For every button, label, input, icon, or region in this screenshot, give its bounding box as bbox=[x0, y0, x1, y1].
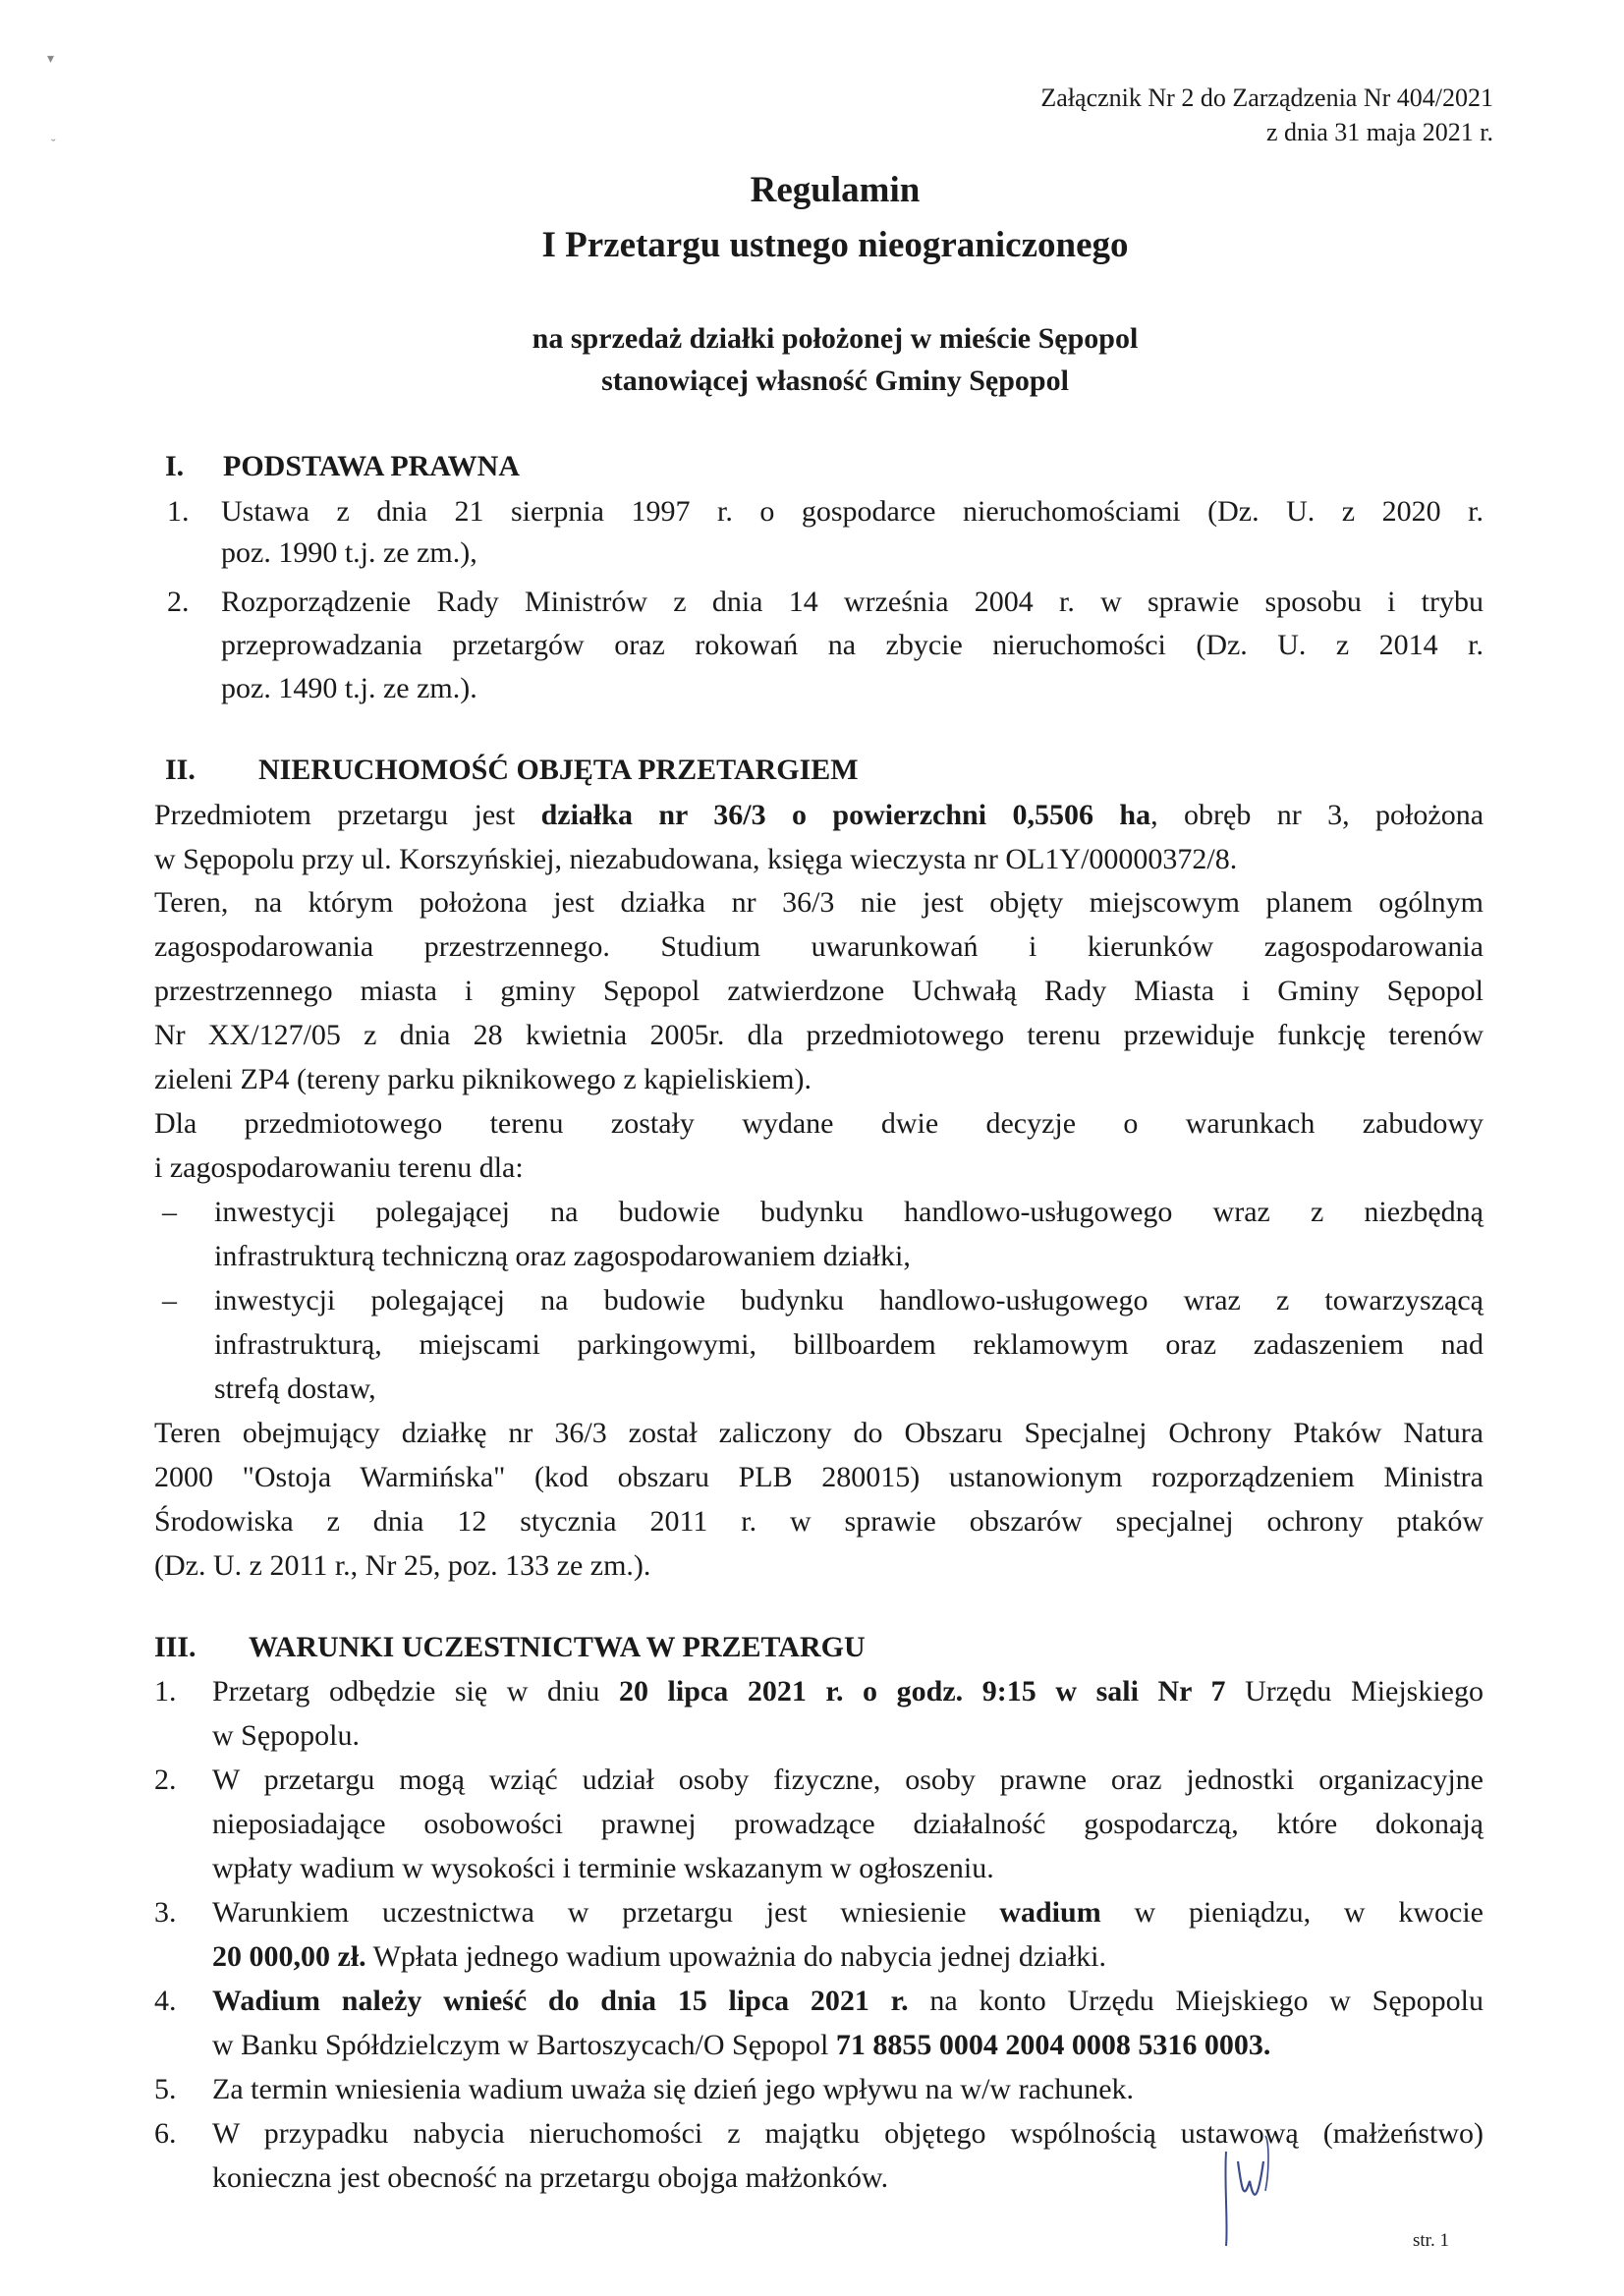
list-item-text: w Sępopolu. bbox=[212, 1719, 360, 1752]
list-item-text: Ustawa z dnia 21 sierpnia 1997 r. o gospodarce nieruchomościami (Dz. U. z 2020 r. bbox=[221, 495, 1484, 528]
list-item-text: W przypadku nabycia nieruchomości z majątku objętego wspólnością ustawową (małżeństwo) bbox=[212, 2117, 1484, 2150]
text-run: Wpłata jednego wadium upoważnia do nabycia jednej działki. bbox=[365, 1940, 1107, 1973]
text-run-bold: 71 8855 0004 2004 0008 5316 0003. bbox=[835, 2029, 1271, 2061]
text-run-bold: działka nr 36/3 bbox=[540, 799, 766, 831]
list-item-text: Rozporządzenie Rady Ministrów z dnia 14 września 2004 r. w sprawie sposobu i trybu bbox=[221, 586, 1484, 618]
doc-subtitle-2: stanowiącej własność Gminy Sępopol bbox=[601, 364, 1069, 397]
paragraph-line: przestrzennego miasta i gminy Sępopol zatwierdzone Uchwałą Rady Miasta i Gminy Sępopol bbox=[154, 975, 1484, 1007]
list-item-text: W przetargu mogą wziąć udział osoby fizyczne, osoby prawne oraz jednostki organizacyjne bbox=[212, 1764, 1484, 1796]
list-item-text bbox=[212, 2026, 1484, 2065]
text-run-bold: 20 lipca 2021 r. o godz. 9:15 w sali Nr 7 bbox=[618, 1675, 1226, 1708]
bullet-text: infrastrukturą techniczną oraz zagospodarowaniem działki, bbox=[214, 1240, 911, 1272]
paragraph-line: i zagospodarowaniu terenu dla: bbox=[154, 1151, 524, 1184]
list-item-text: poz. 1490 t.j. ze zm.). bbox=[221, 672, 477, 704]
text-run: w pieniądzu, w kwocie bbox=[1100, 1896, 1484, 1929]
paragraph-line: Środowiska z dnia 12 stycznia 2011 r. w sprawie obszarów specjalnej ochrony ptaków bbox=[154, 1505, 1484, 1538]
list-number: 1. bbox=[154, 1675, 177, 1708]
text-run-bold: 20 000,00 zł. bbox=[212, 1940, 366, 1973]
list-item-text: Za termin wniesienia wadium uważa się dzień jego wpływu na w/w rachunek. bbox=[212, 2073, 1135, 2105]
section-1-heading: PODSTAWA PRAWNA bbox=[223, 450, 520, 482]
paragraph-line: Dla przedmiotowego terenu zostały wydane dwie decyzje o warunkach zabudowy bbox=[154, 1107, 1484, 1140]
text-run-bold: Wadium należy wnieść do dnia 15 lipca 2021 r. bbox=[212, 1985, 909, 2017]
section-1-number: I. bbox=[165, 450, 185, 482]
text-run: na konto Urzędu Miejskiego w Sępopolu bbox=[908, 1985, 1484, 2017]
text-run-bold: o powierzchni 0,5506 ha bbox=[792, 799, 1151, 831]
scan-speck: ▾ bbox=[47, 52, 55, 67]
list-number: 3. bbox=[154, 1896, 177, 1929]
list-item-text: konieczna jest obecność na przetargu obojga małżonków. bbox=[212, 2161, 889, 2194]
list-number: 1. bbox=[167, 495, 190, 528]
list-item-text bbox=[212, 1982, 1484, 2021]
section-3-heading: WARUNKI UCZESTNICTWA W PRZETARGU bbox=[249, 1631, 866, 1663]
paragraph-line: Teren, na którym położona jest działka nr 36/3 nie jest objęty miejscowym planem ogólnym bbox=[154, 886, 1484, 919]
bullet-text: inwestycji polegającej na budowie budynku handlowo-usługowego wraz z towarzyszącą bbox=[214, 1284, 1484, 1316]
list-item-text bbox=[212, 1937, 1484, 1977]
text-run-bold: wadium bbox=[999, 1896, 1101, 1929]
bullet-text: infrastrukturą, miejscami parkingowymi, billboardem reklamowym oraz zadaszeniem nad bbox=[214, 1328, 1484, 1361]
section-3-number: III. bbox=[154, 1631, 196, 1663]
text-run: w Banku Spółdzielczym w Bartoszycach/O Sępopol bbox=[212, 2029, 836, 2061]
bullet-dash: – bbox=[162, 1284, 177, 1316]
attachment-line1: Załącznik Nr 2 do Zarządzenia Nr 404/2021 bbox=[1040, 84, 1493, 112]
section-2-heading: NIERUCHOMOŚĆ OBJĘTA PRZETARGIEM bbox=[258, 754, 859, 786]
page-number: str. 1 bbox=[1413, 2230, 1449, 2251]
doc-title-2: I Przetargu ustnego nieograniczonego bbox=[541, 225, 1129, 265]
paragraph-line bbox=[154, 796, 1484, 835]
bullet-text: strefą dostaw, bbox=[214, 1372, 376, 1405]
doc-title: Regulamin bbox=[750, 170, 921, 210]
scan-speck: ˘ bbox=[51, 138, 56, 152]
section-2-number: II. bbox=[165, 754, 196, 786]
list-number: 4. bbox=[154, 1985, 177, 2017]
list-number: 5. bbox=[154, 2073, 177, 2105]
list-item-text: przeprowadzania przetargów oraz rokowań na zbycie nieruchomości (Dz. U. z 2014 r. bbox=[221, 629, 1484, 661]
list-number: 2. bbox=[154, 1764, 177, 1796]
bullet-text: inwestycji polegającej na budowie budynku handlowo-usługowego wraz z niezbędną bbox=[214, 1196, 1484, 1228]
list-item-text: wpłaty wadium w wysokości i terminie wskazanym w ogłoszeniu. bbox=[212, 1852, 994, 1884]
paragraph-line: w Sępopolu przy ul. Korszyńskiej, niezabudowana, księga wieczysta nr OL1Y/00000372/8. bbox=[154, 843, 1238, 875]
list-number: 2. bbox=[167, 586, 190, 618]
text-run: , obręb nr 3, położona bbox=[1150, 799, 1484, 831]
paragraph-line: zagospodarowania przestrzennego. Studium uwarunkowań i kierunków zagospodarowania bbox=[154, 930, 1484, 963]
attachment-line2: z dnia 31 maja 2021 r. bbox=[1265, 118, 1493, 146]
doc-subtitle: na sprzedaż działki położonej w mieście Sępopol bbox=[532, 322, 1139, 355]
paragraph-line: 2000 "Ostoja Warmińska" (kod obszaru PLB 280015) ustanowionym rozporządzeniem Ministra bbox=[154, 1461, 1484, 1493]
text-run: Przetarg odbędzie się w dniu bbox=[212, 1675, 619, 1708]
list-item-text bbox=[212, 1893, 1484, 1932]
paragraph-line: zieleni ZP4 (tereny parku piknikowego z kąpieliskiem). bbox=[154, 1063, 812, 1095]
text-run bbox=[766, 799, 792, 831]
text-run: Przedmiotem przetargu jest bbox=[154, 799, 541, 831]
list-number: 6. bbox=[154, 2117, 177, 2150]
text-run: Urzędu Miejskiego bbox=[1225, 1675, 1484, 1708]
list-item-text: nieposiadające osobowości prawnej prowadzące działalność gospodarczą, które dokonają bbox=[212, 1808, 1484, 1840]
attachment-note bbox=[1040, 81, 1493, 149]
list-item-text bbox=[212, 1672, 1484, 1711]
bullet-dash: – bbox=[162, 1196, 177, 1228]
handwritten-initials bbox=[1220, 2132, 1289, 2250]
paragraph-line: Teren obejmujący działkę nr 36/3 został zaliczony do Obszaru Specjalnej Ochrony Ptaków Natura bbox=[154, 1417, 1484, 1449]
list-item-text: poz. 1990 t.j. ze zm.), bbox=[221, 536, 477, 569]
paragraph-line: Nr XX/127/05 z dnia 28 kwietnia 2005r. dla przedmiotowego terenu przewiduje funkcję terenów bbox=[154, 1019, 1484, 1051]
paragraph-line: (Dz. U. z 2011 r., Nr 25, poz. 133 ze zm.). bbox=[154, 1549, 651, 1582]
text-run: Warunkiem uczestnictwa w przetargu jest wniesienie bbox=[212, 1896, 1000, 1929]
